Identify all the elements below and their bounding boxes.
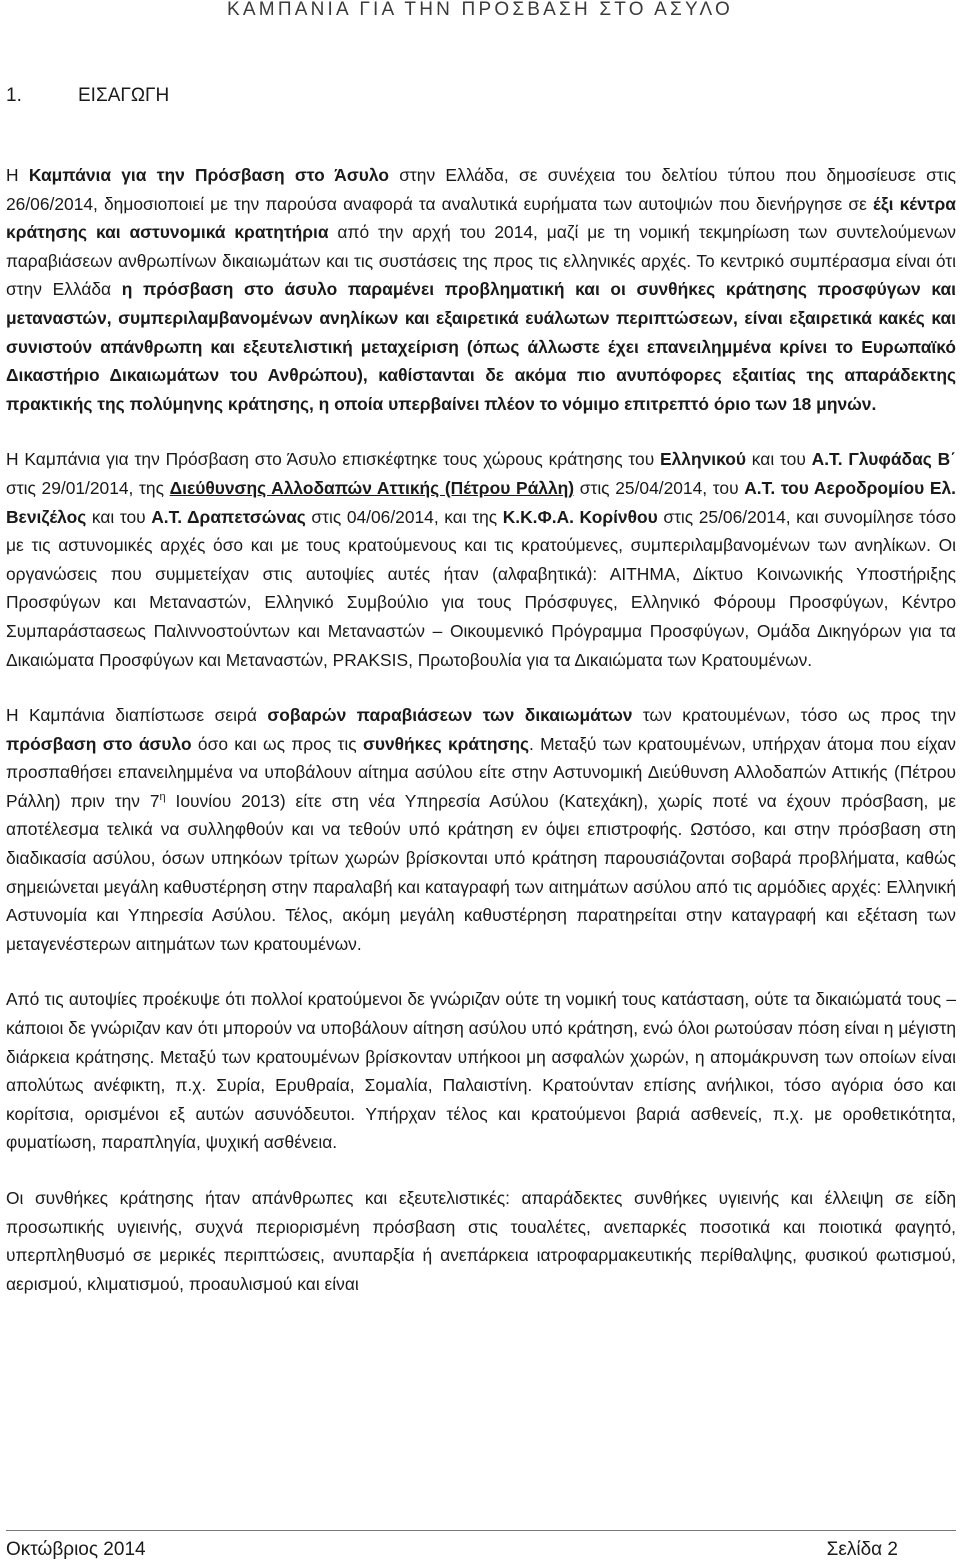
footer-page-number: Σελίδα 2 [826, 1539, 898, 1560]
emphasis-violations: σοβαρών παραβιάσεων των δικαιωμάτων [267, 705, 633, 726]
section-number: 1. [6, 85, 22, 106]
paragraph-2 [6, 445, 956, 674]
emphasis-detention-centres: έξι κέντρα κράτησης και αστυνομικά κρατητήρια [6, 193, 956, 243]
text-run: των κρατουμένων, τόσο ως προς την [632, 705, 956, 726]
emphasis-location: Κ.Κ.Φ.Α. Κορίνθου [502, 506, 658, 527]
text-run: στις 29/01/2014, της [6, 477, 170, 498]
section-title: ΕΙΣΑΓΩΓΗ [78, 85, 170, 106]
emphasis-location: Α.Τ. Δραπετσώνας [151, 506, 306, 527]
text-run: Η Καμπάνια διαπίστωσε σειρά [6, 705, 268, 726]
paragraph-3 [6, 701, 956, 958]
text-run: στις 25/06/2014, και συνομίλησε τόσο με τις αστυνομικές αρχές όσο και με τους κρατούμενους και τις κρατούμενες, συμπεριλαμβανομένων των ανηλίκων. Οι οργανώσεις που συμμετείχαν στις αυτοψίες αυτές ήταν (αλφαβητικά): ΑΙΤΗΜΑ, Δίκτυο Κοινωνικής Υποστήριξης Προσφύγων και Μεταναστών, Ελληνικό Συμβούλιο για τους Πρόσφυγες, Ελληνικό Φόρουμ Προσφύγων, Κέντρο Συμπαράστασεως Παλιννοστούντων και Μεταναστών – Οικουμενικό Πρόγραμμα Προσφύγων, Ομάδα Δικηγόρων για τα Δικαιώματα Προσφύγων και Μεταναστών, PRAKSIS, Πρωτοβουλία για τα Δικαιώματα των Κρατουμένων. [6, 506, 956, 670]
paragraph-4: Από τις αυτοψίες προέκυψε ότι πολλοί κρατούμενοι δε γνώριζαν ούτε τη νομική τους κατάσταση, ούτε τα δικαιώματά τους – κάποιοι δε γνώριζαν καν ότι μπορούν να υποβάλουν αίτηση ασύλου υπό κράτηση, ενώ όλοι ρωτούσαν πόση είναι η μέγιστη διάρκεια κράτησης. Μεταξύ των κρατουμένων βρίσκονταν υπήκοοι μη ασφαλών χωρών, η απομάκρυνση των οποίων είναι απολύτως ανέφικτη, π.χ. Συρία, Ερυθραία, Σομαλία, Παλαιστίνη. Κρατούνταν επίσης ανήλικοι, τόσο αγόρια όσο και κορίτσια, ορισμένοι εξ αυτών ασυνόδευτοι. Υπήρχαν τέλος και κρατούμενοι βαριά ασθενείς, π.χ. με οροθετικότητα, φυματίωση, παραπληγία, ψυχική ασθένεια. [6, 989, 956, 1153]
text-run: Η [6, 165, 29, 185]
emphasis-conclusion: η πρόσβαση στο άσυλο παραμένει προβληματική και οι συνθήκες κράτησης προσφύγων και μεταναστών, συμπεριλαμβανομένων ανηλίκων και εξαιρετικά ευάλωτων περιπτώσεων, είναι εξαιρετικά κακές και συνιστούν απάνθρωπη και εξευτελιστική μεταχείριση (όπως άλλωστε έχει επανειλημμένα κρίνει το Ευρωπαϊκό Δικαστήριο Δικαιωμάτων του Ανθρώπου), καθίστανται δε ακόμα πιο ανυπόφορες εξαιτίας της απαράδεκτης πρακτικής της πολύμηνης κράτησης, η οποία υπερβαίνει πλέον το νόμιμο επιτρεπτό όριο των 18 μηνών. [6, 279, 956, 414]
emphasis-location: Ελληνικού [660, 449, 746, 470]
paragraph-1 [6, 161, 956, 418]
text-run: και του [86, 506, 152, 527]
footer-date: Οκτώβριος 2014 [6, 1539, 146, 1560]
text-run: Ιουνίου 2013) είτε στη νέα Υπηρεσία Ασύλου (Κατεχάκη), χωρίς ποτέ να έχουν πρόσβαση, με αποτέλεσμα τελικά να συλληφθούν και να τεθούν υπό κράτηση εν όψει επιστροφής. Ωστόσο, και στην πρόσβαση στη διαδικασία ασύλου, όσων υπηκόων τρίτων χωρών βρίσκονται υπό κράτηση παρουσιάζονται σοβαρά προβλήματα, καθώς σημειώνεται μεγάλη καθυστέρηση στην παραλαβή και καταγραφή των αιτημάτων ασύλου από τις αρμόδιες αρχές: Ελληνική Αστυνομία και Υπηρεσία Ασύλου. Τέλος, ακόμη μεγάλη καθυστέρηση παρατηρείται στην καταγραφή και εξέταση των μεταγενέστερων αιτημάτων των κρατουμένων. [6, 790, 956, 954]
footer-divider [6, 1530, 956, 1531]
text-run: στην Ελλάδα, σε συνέχεια του δελτίου τύπου που δημοσίευσε στις 26/06/2014, δημοσιοποιεί με την παρούσα αναφορά τα αναλυτικά ευρήματα των αυτοψιών που διενήργησε σε [6, 165, 956, 214]
text-run: Η Καμπάνια για την Πρόσβαση στο Άσυλο επισκέφτηκε τους χώρους κράτησης του [6, 449, 661, 470]
emphasis-location: Α.Τ. Γλυφάδας Β΄ [811, 449, 956, 470]
text-run: όσο και ως προς τις [191, 733, 363, 754]
emphasis-location: Α.Τ. του Αεροδρομίου Ελ. Βενιζέλος [6, 477, 957, 527]
text-run: από την αρχή του 2014, μαζί με τη νομική τεκμηρίωση των συντελούμενων παραβιάσεων ανθρωπίνων δικαιωμάτων και τις συστάσεις της προς τις ελληνικές αρχές. Το κεντρικό συμπέρασμα είναι ότι στην Ελλάδα [6, 222, 956, 300]
campaign-name: Καμπάνια για την Πρόσβαση στο Άσυλο [28, 165, 389, 185]
text-run: . Μεταξύ των κρατουμένων, υπήρχαν άτομα που είχαν προσπαθήσει επανειλημμένα να υποβάλουν αίτημα ασύλου είτε στην Αστυνομική Διεύθυνση Αλλοδαπών Αττικής (Πέτρου Ράλλη) πριν την 7 [6, 733, 956, 811]
document-body [6, 161, 956, 1325]
emphasis-asylum-access: πρόσβαση στο άσυλο [6, 733, 192, 754]
text-run: στις 04/06/2014, και της [305, 506, 503, 527]
emphasis-detention-conditions: συνθήκες κράτησης [362, 733, 530, 754]
text-run: στις 25/04/2014, του [574, 477, 745, 498]
section-heading [6, 84, 169, 108]
superscript: η [159, 791, 166, 804]
emphasis-location: Διεύθυνσης Αλλοδαπών Αττικής (Πέτρου Ράλλη) [169, 477, 575, 498]
running-header: ΚΑΜΠΑΝΙΑ ΓΙΑ ΤΗΝ ΠΡΟΣΒΑΣΗ ΣΤΟ ΑΣΥΛΟ [227, 0, 733, 20]
paragraph-5: Οι συνθήκες κράτησης ήταν απάνθρωπες και εξευτελιστικές: απαράδεκτες συνθήκες υγιεινής και έλλειψη σε είδη προσωπικής υγιεινής, συχνά περιορισμένη πρόσβαση στις τουαλέτες, ανεπαρκές ποσοτικά και ποιοτικά φαγητό, υπερπληθυσμό σε μερικές περιπτώσεις, ανυπαρξία ή ανεπάρκεια ιατροφαρμακευτικής περίθαλψης, φυσικού φωτισμού, αερισμού, κλιματισμού, προαυλισμού και είναι [6, 1188, 956, 1294]
text-run: και του [745, 449, 812, 470]
